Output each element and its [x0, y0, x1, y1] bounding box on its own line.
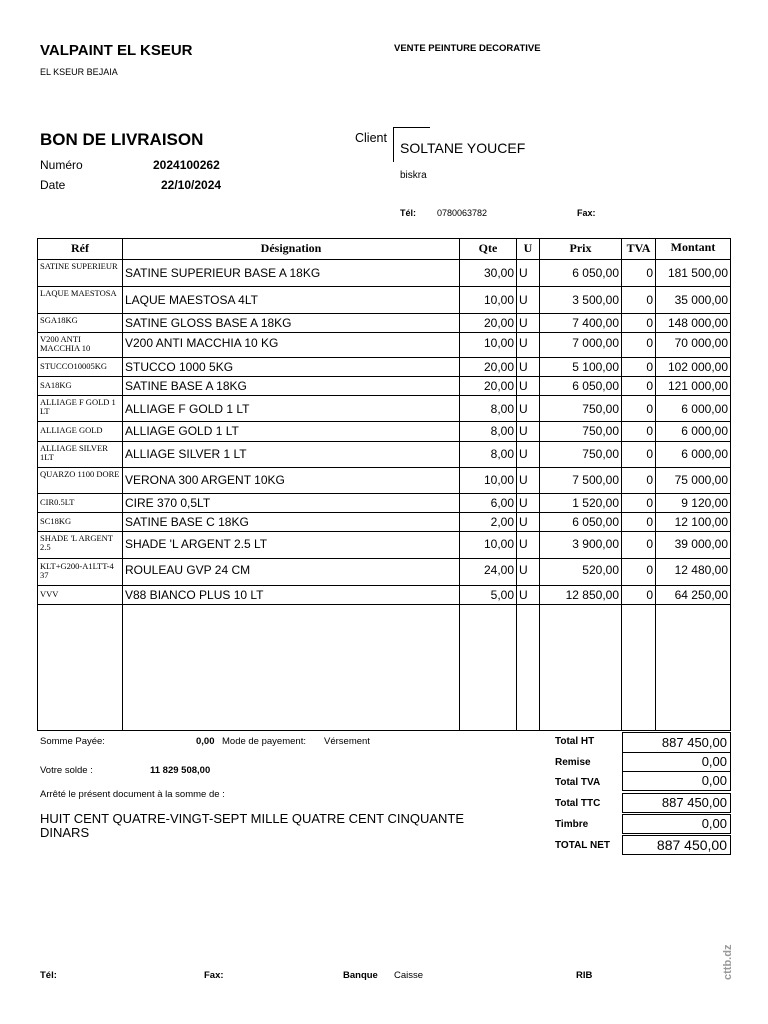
cell-u: U — [519, 316, 528, 330]
footer-tel-label: Tél: — [40, 970, 57, 981]
client-label: Client — [355, 131, 387, 145]
cell-qte: 5,00 — [490, 588, 514, 602]
total-ttc-value: 887 450,00 — [622, 793, 731, 813]
somme-payee-value: 0,00 — [196, 736, 215, 747]
cell-prix: 12 850,00 — [565, 588, 619, 602]
cell-u: U — [519, 379, 528, 393]
date-value: 22/10/2024 — [161, 178, 222, 192]
cell-u: U — [519, 473, 528, 487]
cell-tva: 0 — [646, 379, 653, 393]
cell-prix: 7 000,00 — [572, 336, 619, 350]
cell-montant: 35 000,00 — [674, 293, 728, 307]
total-tva-label: Total TVA — [555, 777, 601, 788]
table-row — [38, 560, 730, 585]
cell-montant: 121 000,00 — [667, 379, 728, 393]
cell-prix: 7 500,00 — [572, 473, 619, 487]
cell-qte: 30,00 — [483, 266, 514, 280]
row-divider — [38, 604, 730, 605]
cell-ref: SATINE SUPERIEUR — [40, 261, 118, 271]
cell-qte: 8,00 — [490, 402, 514, 416]
cell-prix: 6 050,00 — [572, 379, 619, 393]
cell-u: U — [519, 360, 528, 374]
timbre-label: Timbre — [555, 819, 589, 830]
cell-u: U — [519, 402, 528, 416]
cell-prix: 5 100,00 — [572, 360, 619, 374]
footer-fax-label: Fax: — [204, 970, 224, 981]
remise-label: Remise — [555, 757, 591, 768]
cell-tva: 0 — [646, 447, 653, 461]
cell-prix: 7 400,00 — [572, 316, 619, 330]
total-net-value: 887 450,00 — [622, 835, 731, 855]
header-qte: Qte — [478, 241, 498, 255]
solde-label: Votre solde : — [40, 765, 93, 776]
client-name: SOLTANE YOUCEF — [400, 140, 526, 156]
cell-qte: 10,00 — [483, 293, 514, 307]
table-row — [38, 287, 730, 313]
company-activity: VENTE PEINTURE DECORATIVE — [394, 43, 541, 54]
timbre-value: 0,00 — [622, 814, 731, 834]
arrete-label: Arrêté le présent document à la somme de : — [40, 789, 225, 800]
cell-designation: V88 BIANCO PLUS 10 LT — [125, 588, 264, 602]
cell-montant: 6 000,00 — [681, 424, 728, 438]
cell-prix: 1 520,00 — [572, 496, 619, 510]
cell-ref: ALLIAGE F GOLD 1 LT — [40, 397, 116, 416]
cell-qte: 20,00 — [483, 360, 514, 374]
cell-ref: SC18KG — [40, 516, 72, 526]
header-montant: Montant — [670, 240, 716, 254]
row-divider — [38, 558, 730, 559]
cell-designation: LAQUE MAESTOSA 4LT — [125, 293, 258, 307]
cell-designation: ALLIAGE SILVER 1 LT — [125, 447, 247, 461]
cell-ref: V200 ANTI MACCHIA 10 — [40, 334, 91, 353]
cell-montant: 9 120,00 — [681, 496, 728, 510]
header-tva: TVA — [626, 241, 651, 255]
cell-prix: 3 900,00 — [572, 537, 619, 551]
cell-designation: SHADE 'L ARGENT 2.5 LT — [125, 537, 268, 551]
cell-montant: 75 000,00 — [674, 473, 728, 487]
table-row — [38, 468, 730, 493]
cell-ref: CIR0.5LT — [40, 497, 75, 507]
cell-ref: VVV — [40, 589, 59, 599]
items-table — [37, 238, 731, 731]
cell-qte: 20,00 — [483, 379, 514, 393]
cell-ref: SA18KG — [40, 380, 72, 390]
watermark: cttb.dz — [722, 944, 734, 980]
cell-u: U — [519, 293, 528, 307]
table-row — [38, 532, 730, 558]
total-ht-label: Total HT — [555, 736, 595, 747]
cell-prix: 750,00 — [582, 447, 619, 461]
cell-tva: 0 — [646, 563, 653, 577]
cell-u: U — [519, 588, 528, 602]
cell-qte: 10,00 — [483, 336, 514, 350]
cell-designation: ALLIAGE F GOLD 1 LT — [125, 402, 250, 416]
cell-qte: 10,00 — [483, 537, 514, 551]
company-address: EL KSEUR BEJAIA — [40, 67, 118, 77]
amount-in-words: HUIT CENT QUATRE-VINGT-SEPT MILLE QUATRE CENT CINQUANTE DINARS — [40, 811, 464, 840]
cell-qte: 2,00 — [490, 515, 514, 529]
cell-prix: 6 050,00 — [572, 515, 619, 529]
cell-montant: 181 500,00 — [667, 266, 728, 280]
cell-designation: VERONA 300 ARGENT 10KG — [125, 473, 285, 487]
client-tel: 0780063782 — [437, 208, 488, 218]
table-row — [38, 396, 730, 421]
cell-qte: 24,00 — [483, 563, 514, 577]
cell-montant: 39 000,00 — [674, 537, 728, 551]
cell-tva: 0 — [646, 402, 653, 416]
table-row — [38, 377, 730, 395]
cell-designation: STUCCO 1000 5KG — [125, 360, 234, 374]
table-row — [38, 422, 730, 441]
company-name: VALPAINT EL KSEUR — [40, 42, 193, 59]
cell-u: U — [519, 424, 528, 438]
table-row — [38, 333, 730, 357]
cell-prix: 750,00 — [582, 402, 619, 416]
cell-u: U — [519, 515, 528, 529]
cell-qte: 6,00 — [490, 496, 514, 510]
cell-designation: SATINE SUPERIEUR BASE A 18KG — [125, 266, 321, 280]
cell-tva: 0 — [646, 293, 653, 307]
cell-qte: 20,00 — [483, 316, 514, 330]
cell-tva: 0 — [646, 473, 653, 487]
cell-ref: SHADE 'L ARGENT 2.5 — [40, 533, 113, 552]
cell-ref: ALLIAGE SILVER 1LT — [40, 443, 108, 462]
cell-montant: 12 480,00 — [674, 563, 728, 577]
header-ref: Réf — [71, 241, 89, 255]
cell-u: U — [519, 336, 528, 350]
cell-ref: LAQUE MAESTOSA — [40, 288, 117, 298]
cell-montant: 6 000,00 — [681, 447, 728, 461]
cell-u: U — [519, 266, 528, 280]
cell-montant: 12 100,00 — [674, 515, 728, 529]
header-u: U — [523, 241, 533, 255]
table-row — [38, 586, 730, 604]
table-row — [38, 494, 730, 512]
client-city: biskra — [400, 170, 427, 181]
cell-qte: 8,00 — [490, 447, 514, 461]
cell-tva: 0 — [646, 316, 653, 330]
cell-u: U — [519, 496, 528, 510]
footer-banque-label: Banque — [343, 970, 378, 981]
somme-payee-label: Somme Payée: — [40, 736, 105, 747]
mode-payement-label: Mode de payement: — [222, 736, 306, 747]
cell-designation: ALLIAGE GOLD 1 LT — [125, 424, 239, 438]
cell-ref: QUARZO 1100 DORE — [40, 469, 120, 479]
cell-tva: 0 — [646, 266, 653, 280]
cell-designation: SATINE BASE C 18KG — [125, 515, 249, 529]
table-row — [38, 442, 730, 467]
cell-ref: KLT+G200-A1LTT-4 37 — [40, 561, 114, 580]
cell-designation: SATINE GLOSS BASE A 18KG — [125, 316, 292, 330]
cell-prix: 750,00 — [582, 424, 619, 438]
cell-tva: 0 — [646, 496, 653, 510]
cell-ref: SGA18KG — [40, 315, 78, 325]
total-ttc-label: Total TTC — [555, 798, 601, 809]
table-row — [38, 260, 730, 286]
cell-qte: 8,00 — [490, 424, 514, 438]
total-tva-value: 0,00 — [622, 771, 731, 791]
cell-montant: 148 000,00 — [667, 316, 728, 330]
numero-label: Numéro — [40, 158, 83, 172]
header-prix: Prix — [569, 241, 592, 255]
cell-montant: 64 250,00 — [674, 588, 728, 602]
client-tel-label: Tél: — [400, 208, 417, 218]
cell-prix: 520,00 — [582, 563, 619, 577]
total-ht-value: 887 450,00 — [622, 732, 731, 753]
cell-montant: 70 000,00 — [674, 336, 728, 350]
cell-prix: 3 500,00 — [572, 293, 619, 307]
table-row — [38, 314, 730, 332]
table-row — [38, 513, 730, 531]
cell-ref: ALLIAGE GOLD — [40, 425, 103, 435]
solde-value: 11 829 508,00 — [150, 765, 211, 776]
cell-qte: 10,00 — [483, 473, 514, 487]
cell-u: U — [519, 447, 528, 461]
cell-tva: 0 — [646, 588, 653, 602]
cell-designation: V200 ANTI MACCHIA 10 KG — [125, 336, 279, 350]
total-net-label: TOTAL NET — [555, 840, 610, 851]
cell-tva: 0 — [646, 336, 653, 350]
cell-designation: ROULEAU GVP 24 CM — [125, 563, 251, 577]
client-fax-label: Fax: — [577, 208, 596, 218]
document-title: BON DE LIVRAISON — [40, 130, 204, 149]
cell-ref: STUCCO10005KG — [40, 361, 108, 371]
cell-u: U — [519, 563, 528, 577]
mode-payement-value: Vérsement — [324, 736, 370, 747]
cell-tva: 0 — [646, 360, 653, 374]
date-label: Date — [40, 178, 66, 192]
cell-u: U — [519, 537, 528, 551]
cell-designation: CIRE 370 0,5LT — [125, 496, 211, 510]
cell-designation: SATINE BASE A 18KG — [125, 379, 247, 393]
footer-rib-label: RIB — [576, 970, 593, 981]
table-row — [38, 358, 730, 376]
cell-tva: 0 — [646, 515, 653, 529]
header-designation: Désignation — [260, 241, 322, 255]
cell-prix: 6 050,00 — [572, 266, 619, 280]
numero-value: 2024100262 — [153, 158, 220, 172]
cell-tva: 0 — [646, 537, 653, 551]
cell-montant: 6 000,00 — [681, 402, 728, 416]
footer-banque-value: Caisse — [394, 970, 424, 981]
remise-value: 0,00 — [622, 752, 731, 772]
cell-tva: 0 — [646, 424, 653, 438]
cell-montant: 102 000,00 — [667, 360, 728, 374]
